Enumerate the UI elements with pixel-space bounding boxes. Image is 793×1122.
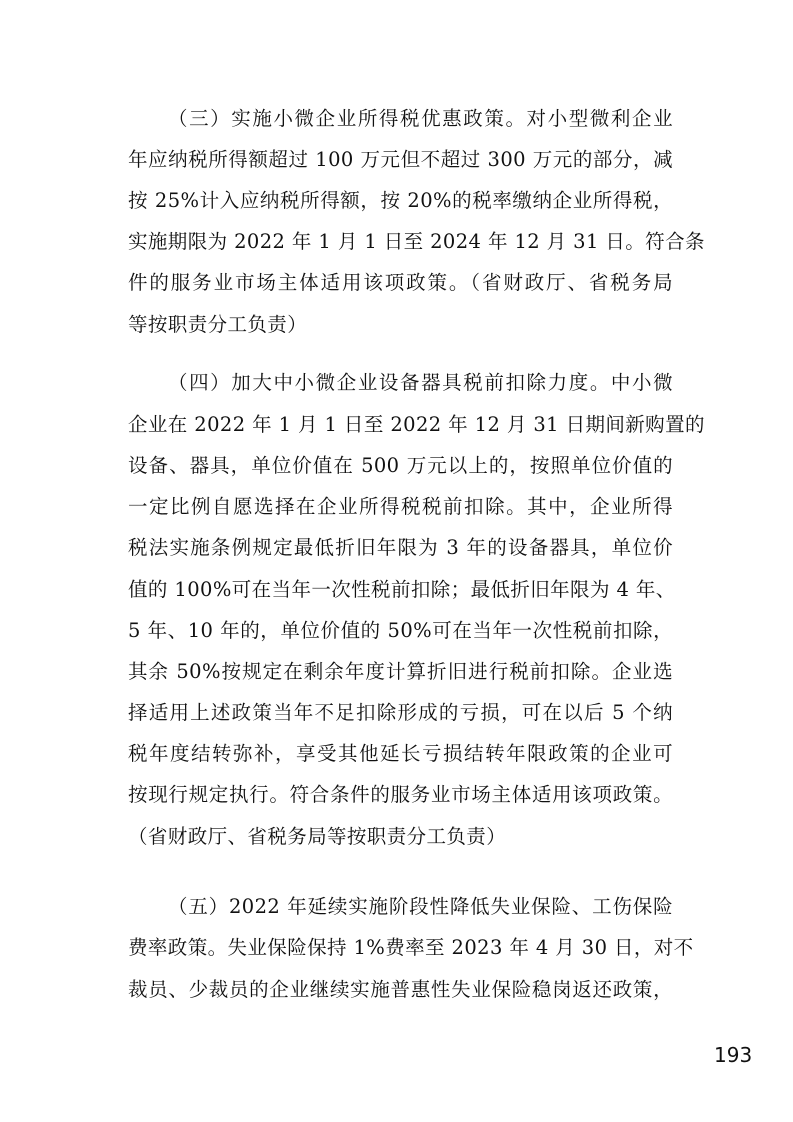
text-line: 其余 50%按规定在剩余年度计算折旧进行税前扣除。企业选	[128, 660, 673, 683]
text-line: 企业在 2022 年 1 月 1 日至 2022 年 12 月 31 日期间新购置的	[128, 413, 705, 436]
text-line: 设备、器具，单位价值在 500 万元以上的，按照单位价值的	[128, 454, 673, 477]
text-line: 按 25%计入应纳税所得额，按 20%的税率缴纳企业所得税，	[128, 189, 673, 212]
text-line: （省财政厅、省税务局等按职责分工负责）	[128, 825, 507, 848]
text-line: 等按职责分工负责）	[128, 313, 308, 336]
text-line: 按现行规定执行。符合条件的服务业市场主体适用该项政策。	[128, 783, 673, 806]
text-line: 年应纳税所得额超过 100 万元但不超过 300 万元的部分，减	[128, 148, 673, 171]
text-line: 一定比例自愿选择在企业所得税税前扣除。其中，企业所得	[128, 495, 673, 518]
page-number: 193	[714, 1043, 753, 1067]
text-line: 择适用上述政策当年不足扣除形成的亏损，可在以后 5 个纳	[128, 701, 673, 724]
text-line: 值的 100%可在当年一次性税前扣除；最低折旧年限为 4 年、	[128, 578, 676, 601]
text-line: （三）实施小微企业所得税优惠政策。对小型微利企业	[168, 107, 673, 130]
text-line: （五）2022 年延续实施阶段性降低失业保险、工伤保险	[168, 895, 673, 918]
text-line: （四）加大中小微企业设备器具税前扣除力度。中小微	[168, 371, 673, 394]
text-line: 5 年、10 年的，单位价值的 50%可在当年一次性税前扣除，	[128, 619, 673, 642]
text-line: 税法实施条例规定最低折旧年限为 3 年的设备器具，单位价	[128, 536, 673, 559]
text-line: 税年度结转弥补，享受其他延长亏损结转年限政策的企业可	[128, 742, 673, 765]
text-line: 实施期限为 2022 年 1 月 1 日至 2024 年 12 月 31 日。符合条	[128, 230, 705, 253]
text-line: 费率政策。失业保险保持 1%费率至 2023 年 4 月 30 日，对不	[128, 936, 694, 959]
text-line: 件的服务业市场主体适用该项政策。（省财政厅、省税务局	[128, 271, 673, 294]
text-line: 裁员、少裁员的企业继续实施普惠性失业保险稳岗返还政策，	[128, 978, 673, 1001]
